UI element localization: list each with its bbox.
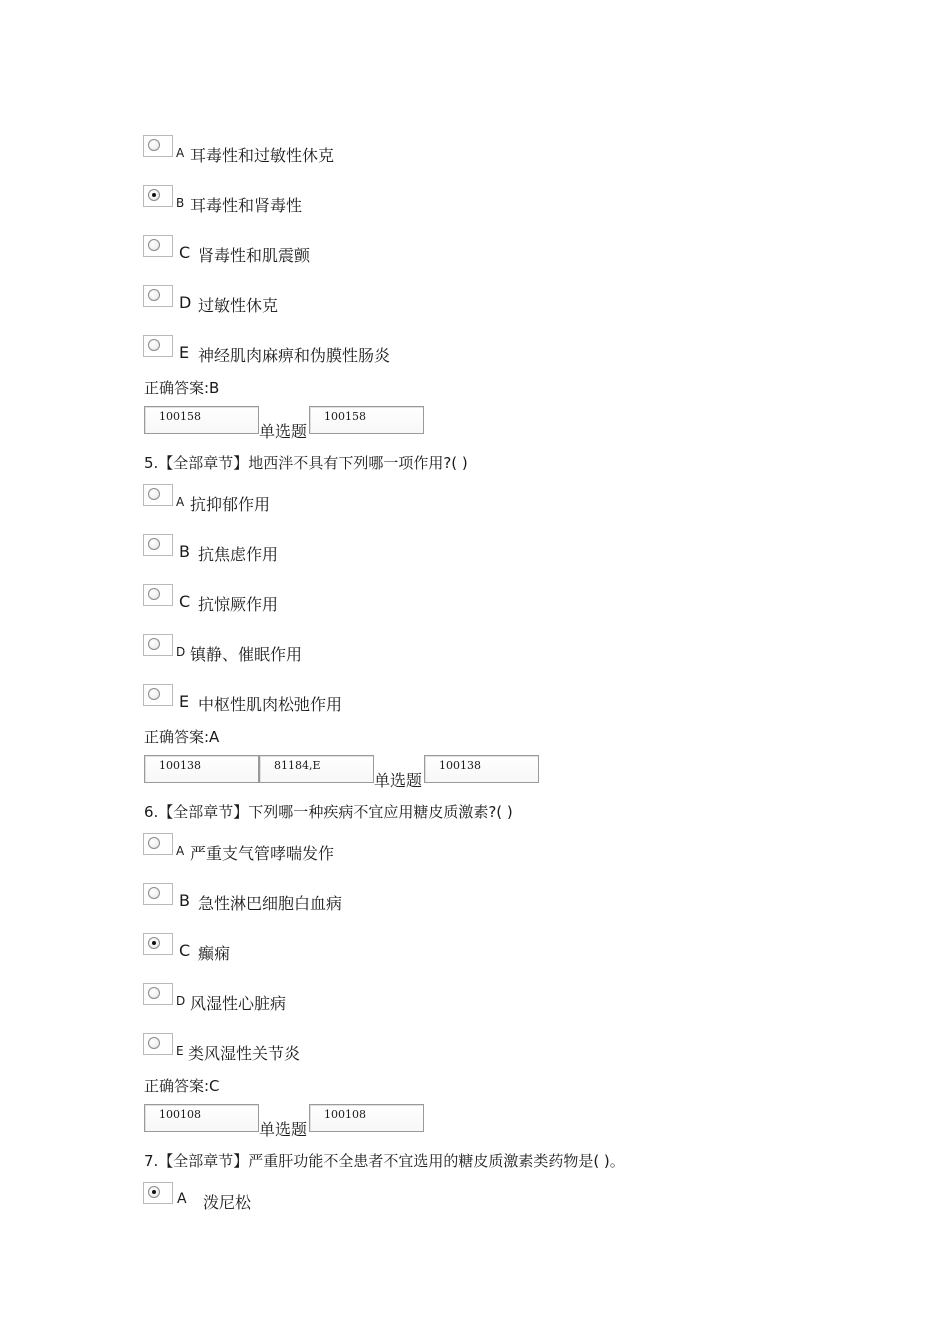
radio-circle-icon: [148, 987, 160, 999]
radio-circle-icon: [148, 837, 160, 849]
radio-button[interactable]: [143, 1033, 173, 1055]
option-text: 类风湿性关节炎: [188, 1044, 301, 1063]
correct-answer: 正确答案:C: [144, 1077, 220, 1095]
radio-circle-icon: [148, 638, 160, 650]
radio-button[interactable]: [143, 135, 173, 157]
option-text: 急性淋巴细胞白血病: [198, 894, 343, 913]
question-type-label: 单选题: [259, 422, 308, 441]
option-letter: C: [179, 243, 191, 262]
question-title: 5.【全部章节】地西泮不具有下列哪一项作用?( ): [144, 454, 468, 472]
question-type-label: 单选题: [259, 1120, 308, 1139]
option-letter: A: [177, 1191, 187, 1207]
option-letter: C: [179, 941, 191, 960]
code-field[interactable]: 100138: [144, 755, 259, 783]
radio-circle-icon: [148, 688, 160, 700]
radio-button[interactable]: [143, 335, 173, 357]
radio-circle-icon: [148, 239, 160, 251]
option-letter: B: [176, 196, 185, 210]
code-field[interactable]: 100138: [424, 755, 539, 783]
radio-button[interactable]: [143, 285, 173, 307]
radio-selected-dot-icon: [152, 1190, 156, 1194]
option-text: 癫痫: [198, 944, 231, 963]
question-title: 6.【全部章节】下列哪一种疾病不宜应用糖皮质激素?( ): [144, 803, 513, 821]
radio-circle-icon: [148, 488, 160, 500]
radio-button[interactable]: [143, 185, 173, 207]
radio-button[interactable]: [143, 833, 173, 855]
option-letter: C: [179, 592, 191, 611]
option-text: 严重支气管哮喘发作: [190, 844, 335, 863]
radio-circle-icon: [148, 339, 160, 351]
option-letter: A: [176, 844, 185, 858]
radio-circle-icon: [148, 289, 160, 301]
radio-circle-icon: [148, 588, 160, 600]
option-letter: D: [176, 645, 186, 659]
correct-answer: 正确答案:B: [144, 379, 220, 397]
option-letter: D: [179, 293, 192, 312]
radio-circle-icon: [148, 887, 160, 899]
option-letter: A: [176, 146, 185, 160]
option-letter: B: [179, 542, 190, 561]
radio-button[interactable]: [143, 235, 173, 257]
radio-circle-icon: [148, 1186, 160, 1198]
option-text: 抗抑郁作用: [190, 495, 271, 514]
option-text: 镇静、催眠作用: [190, 645, 303, 664]
radio-button[interactable]: [143, 883, 173, 905]
code-field[interactable]: 81184,E: [259, 755, 374, 783]
code-field[interactable]: 100108: [309, 1104, 424, 1132]
code-field[interactable]: 100158: [144, 406, 259, 434]
radio-circle-icon: [148, 1037, 160, 1049]
option-text: 风湿性心脏病: [190, 994, 287, 1013]
option-letter: E: [179, 343, 190, 362]
radio-circle-icon: [148, 139, 160, 151]
option-letter: B: [179, 891, 190, 910]
radio-selected-dot-icon: [152, 193, 156, 197]
code-field[interactable]: 100108: [144, 1104, 259, 1132]
radio-button[interactable]: [143, 933, 173, 955]
radio-selected-dot-icon: [152, 941, 156, 945]
radio-button[interactable]: [143, 534, 173, 556]
option-letter: D: [176, 994, 186, 1008]
radio-button[interactable]: [143, 584, 173, 606]
radio-button[interactable]: [143, 1182, 173, 1204]
radio-button[interactable]: [143, 484, 173, 506]
option-text: 泼尼松: [203, 1193, 252, 1212]
option-letter: A: [176, 495, 185, 509]
option-text: 过敏性休克: [198, 296, 279, 315]
correct-answer: 正确答案:A: [144, 728, 220, 746]
question-type-label: 单选题: [374, 771, 423, 790]
radio-circle-icon: [148, 189, 160, 201]
option-letter: E: [176, 1044, 184, 1058]
radio-button[interactable]: [143, 634, 173, 656]
radio-button[interactable]: [143, 684, 173, 706]
option-text: 耳毒性和过敏性休克: [190, 146, 335, 165]
radio-circle-icon: [148, 538, 160, 550]
radio-circle-icon: [148, 937, 160, 949]
code-field[interactable]: 100158: [309, 406, 424, 434]
option-text: 中枢性肌肉松弛作用: [198, 695, 343, 714]
option-text: 耳毒性和肾毒性: [190, 196, 303, 215]
radio-button[interactable]: [143, 983, 173, 1005]
option-text: 抗惊厥作用: [198, 595, 279, 614]
option-text: 神经肌肉麻痹和伪膜性肠炎: [198, 346, 391, 365]
option-letter: E: [179, 692, 190, 711]
question-title: 7.【全部章节】严重肝功能不全患者不宜选用的糖皮质激素类药物是( )。: [144, 1152, 625, 1170]
option-text: 抗焦虑作用: [198, 545, 279, 564]
option-text: 肾毒性和肌震颤: [198, 246, 311, 265]
